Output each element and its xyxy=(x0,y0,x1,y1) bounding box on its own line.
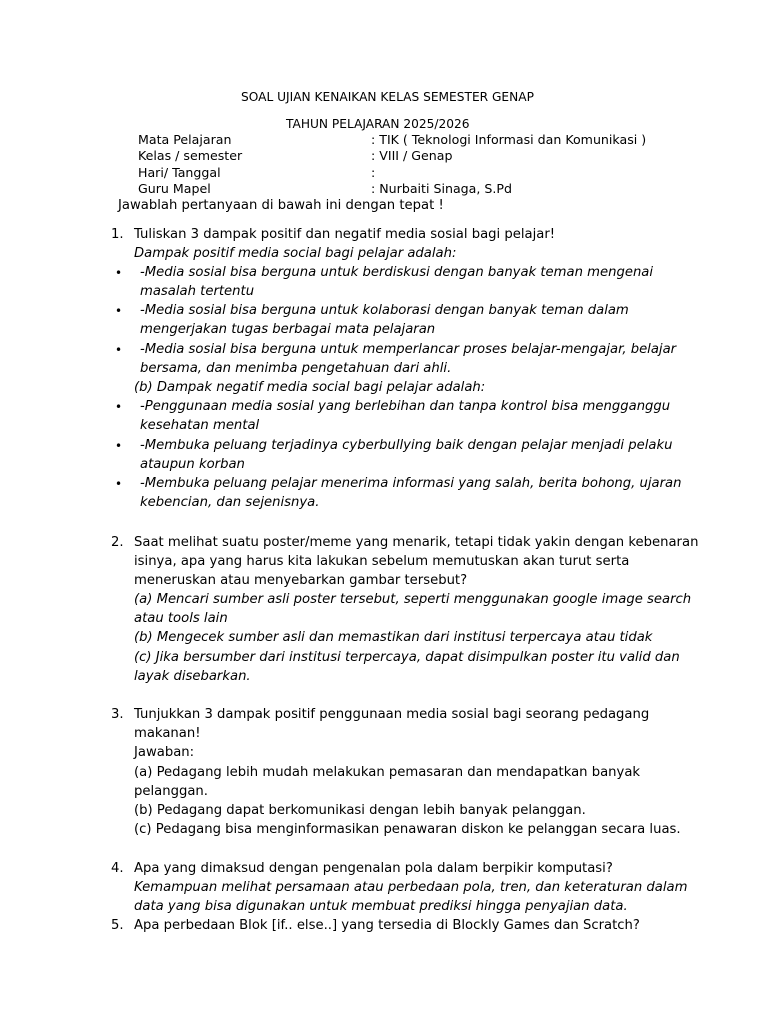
answer-label: Jawaban: xyxy=(134,745,195,760)
answer-line: Kemampuan melihat persamaan atau perbedaan pola, tren, dan keteraturan dalam xyxy=(134,880,688,895)
question-text: Apa perbedaan Blok [if.. else..] yang tersedia di Blockly Games dan Scratch? xyxy=(134,918,640,933)
question-text: meneruskan atau menyebarkan gambar tersebut? xyxy=(134,573,468,588)
answer-line: data yang bisa digunakan untuk membuat prediksi hingga penyajian data. xyxy=(134,899,628,914)
meta-value-teacher: : Nurbaiti Sinaga, S.Pd xyxy=(371,181,512,196)
question-text: Saat melihat suatu poster/meme yang menarik, tetapi tidak yakin dengan kebenaran xyxy=(134,535,699,550)
answer-line: pelanggan. xyxy=(134,784,208,799)
meta-label-subject: Mata Pelajaran xyxy=(138,132,232,147)
question-text: Tuliskan 3 dampak positif dan negatif media sosial bagi pelajar! xyxy=(134,227,556,242)
answer-line: -Media sosial bisa berguna untuk memperlancar proses belajar-mengajar, belajar xyxy=(140,342,677,357)
bullet-icon: • xyxy=(115,266,123,280)
answer-heading: Dampak positif media social bagi pelajar adalah: xyxy=(134,246,457,261)
answer-line: mengerjakan tugas berbagai mata pelajaran xyxy=(140,322,436,337)
answer-line: -Penggunaan media sosial yang berlebihan dan tanpa kontrol bisa mengganggu xyxy=(140,399,671,414)
bullet-icon: • xyxy=(115,343,123,357)
question-text: Tunjukkan 3 dampak positif penggunaan media sosial bagi seorang pedagang xyxy=(134,707,650,722)
answer-line: (b) Pedagang dapat berkomunikasi dengan lebih banyak pelanggan. xyxy=(134,803,586,818)
answer-line: atau tools lain xyxy=(134,611,228,626)
answer-line: (c) Jika bersumber dari institusi terpercaya, dapat disimpulkan poster itu valid dan xyxy=(134,650,680,665)
academic-year: TAHUN PELAJARAN 2025/2026 xyxy=(286,117,470,131)
answer-line: (b) Mengecek sumber asli dan memastikan dari institusi terpercaya atau tidak xyxy=(134,630,653,645)
question-number: 3. xyxy=(111,707,124,722)
bullet-icon: • xyxy=(115,477,123,491)
meta-label-date: Hari/ Tanggal xyxy=(138,165,221,180)
question-number: 4. xyxy=(111,861,124,876)
question-text: makanan! xyxy=(134,726,201,741)
answer-line: (a) Mencari sumber asli poster tersebut, seperti menggunakan google image search xyxy=(134,592,692,607)
answer-line: -Membuka peluang pelajar menerima informasi yang salah, berita bohong, ujaran xyxy=(140,476,682,491)
meta-value-subject: : TIK ( Teknologi Informasi dan Komunikasi ) xyxy=(371,132,647,147)
answer-line: -Media sosial bisa berguna untuk kolaborasi dengan banyak teman dalam xyxy=(140,303,629,318)
answer-line: -Media sosial bisa berguna untuk berdiskusi dengan banyak teman mengenai xyxy=(140,265,654,280)
answer-line: -Membuka peluang terjadinya cyberbullying baik dengan pelajar menjadi pelaku xyxy=(140,438,673,453)
answer-line: masalah tertentu xyxy=(140,284,255,299)
question-number: 5. xyxy=(111,918,124,933)
question-text: isinya, apa yang harus kita lakukan sebelum memutuskan akan turut serta xyxy=(134,554,630,569)
answer-heading: (b) Dampak negatif media social bagi pelajar adalah: xyxy=(134,380,486,395)
bullet-icon: • xyxy=(115,304,123,318)
question-number: 1. xyxy=(111,227,124,242)
question-text: Apa yang dimaksud dengan pengenalan pola dalam berpikir komputasi? xyxy=(134,861,613,876)
exam-title: SOAL UJIAN KENAIKAN KELAS SEMESTER GENAP xyxy=(241,90,534,104)
answer-line: ataupun korban xyxy=(140,457,245,472)
bullet-icon: • xyxy=(115,400,123,414)
bullet-icon: • xyxy=(115,439,123,453)
answer-line: layak disebarkan. xyxy=(134,669,251,684)
meta-label-teacher: Guru Mapel xyxy=(138,181,211,196)
answer-line: kesehatan mental xyxy=(140,418,260,433)
question-number: 2. xyxy=(111,535,124,550)
answer-line: (a) Pedagang lebih mudah melakukan pemasaran dan mendapatkan banyak xyxy=(134,765,641,780)
answer-line: (c) Pedagang bisa menginformasikan penawaran diskon ke pelanggan secara luas. xyxy=(134,822,681,837)
meta-label-class: Kelas / semester xyxy=(138,148,243,163)
answer-line: bersama, dan menimba pengetahuan dari ahli. xyxy=(140,361,452,376)
meta-value-class: : VIII / Genap xyxy=(371,148,453,163)
meta-value-date: : xyxy=(371,165,376,180)
instruction: Jawablah pertanyaan di bawah ini dengan tepat ! xyxy=(118,198,444,213)
answer-line: kebencian, dan sejenisnya. xyxy=(140,495,320,510)
